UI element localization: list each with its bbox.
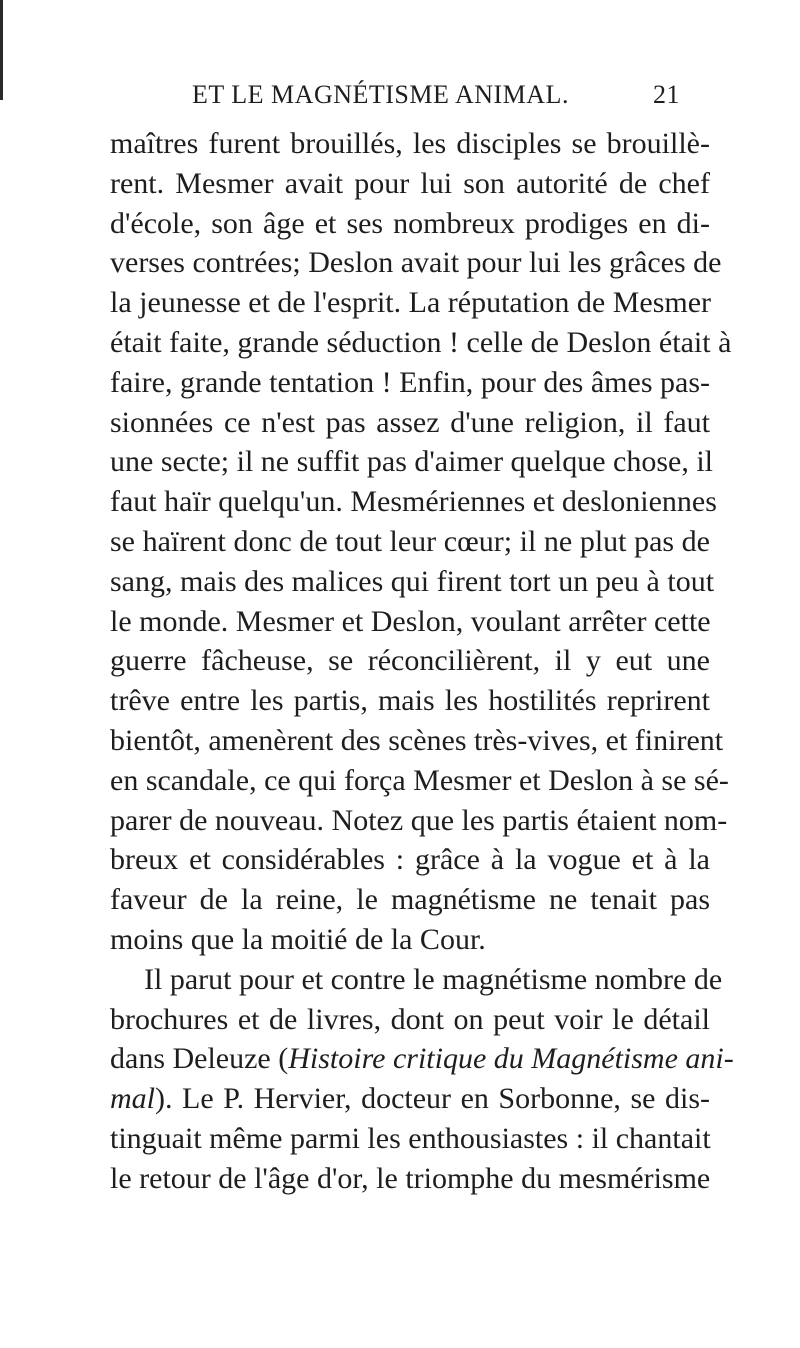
running-title: ET LE MAGNÉTISME ANIMAL. (192, 80, 569, 109)
text-line: était faite, grande séduction ! celle de Deslon était à (110, 325, 732, 359)
text-line: faveur de la reine, le magnétisme ne tenait pas (110, 883, 710, 917)
text-line: parer de nouveau. Notez que les partis étaient nom- (110, 803, 728, 837)
text-line: le retour de l'âge d'or, le triomphe du mesmérisme (110, 1161, 711, 1195)
text-line: sang, mais des malices qui firent tort un peu à tout (110, 564, 715, 598)
paragraph-end-line: moins que la moitié de la Cour. (110, 922, 486, 956)
text-line: trêve entre les partis, mais les hostilités reprirent (110, 684, 710, 718)
text-segment: dans Deleuze ( (110, 1042, 289, 1076)
text-line: guerre fâcheuse, se réconcilièrent, il y eut une (110, 644, 710, 678)
running-head (192, 80, 692, 120)
text-line: maîtres furent brouillés, les disciples se brouillè- (110, 127, 710, 160)
text-line: rent. Mesmer avait pour lui son autorité de chef (110, 166, 710, 200)
text-line: sionnées ce n'est pas assez d'une religion, il faut (110, 405, 710, 439)
text-line: en scandale, ce qui força Mesmer et Deslon à se sé- (110, 763, 729, 797)
text-line: verses contrées; Deslon avait pour lui les grâces de (110, 246, 722, 280)
book-title-italic: Histoire critique du Magnétisme ani- (288, 1042, 734, 1076)
paragraph-start-line: Il parut pour et contre le magnétisme nombre de (144, 962, 723, 996)
text-line: le monde. Mesmer et Deslon, voulant arrêter cette (110, 604, 711, 638)
text-line: d'école, son âge et ses nombreux prodiges en di- (110, 206, 710, 240)
text-line: breux et considérables : grâce à la vogue et à la (110, 843, 710, 877)
text-line: se haïrent donc de tout leur cœur; il ne plut pas de (110, 524, 710, 558)
text-line: tinguait même parmi les enthousiastes : il chantait (110, 1121, 711, 1155)
text-line (110, 1079, 710, 1119)
text-line: la jeunesse et de l'esprit. La réputation de Mesmer (110, 286, 712, 320)
page-number: 21 (653, 80, 680, 109)
text-line (110, 1039, 734, 1079)
text-line: une secte; il ne suffit pas d'aimer quelque chose, il (110, 445, 714, 479)
text-line: bientôt, amenèrent des scènes très-vives, et finirent (110, 723, 724, 757)
book-title-italic: mal (110, 1082, 155, 1116)
text-line: faire, grande tentation ! Enfin, pour des âmes pas- (110, 365, 710, 399)
text-segment: ). Le P. Hervier, docteur en Sorbonne, se dis- (155, 1082, 710, 1116)
text-line: faut haïr quelqu'un. Mesmériennes et desloniennes (110, 485, 717, 519)
text-line: brochures et de livres, dont on peut voir le détail (110, 1002, 710, 1036)
page-edge-line (0, 0, 3, 100)
body-text (110, 124, 734, 1199)
